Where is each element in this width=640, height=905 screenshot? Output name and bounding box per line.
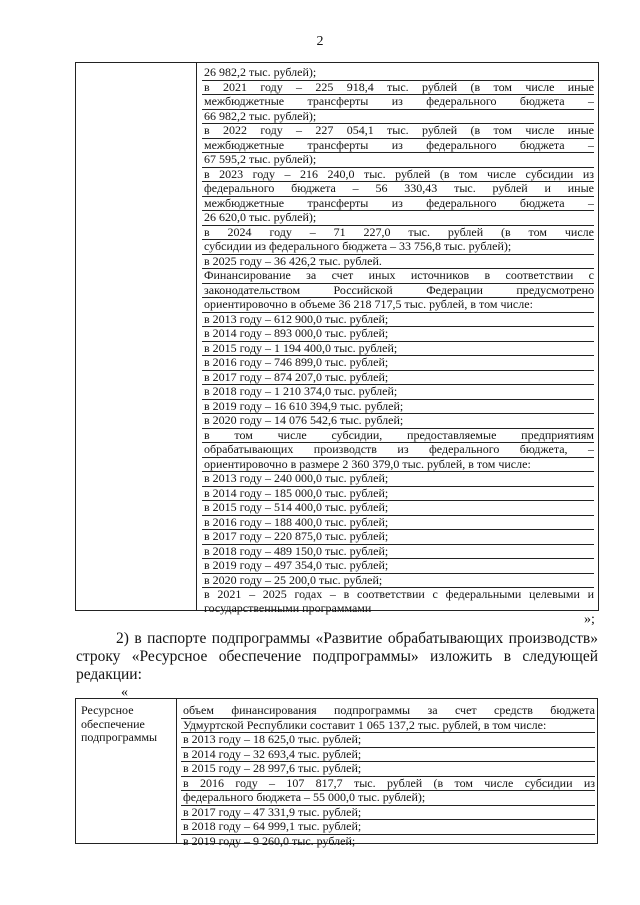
table-row: в 2017 году – 220 875,0 тыс. рублей; (202, 530, 594, 545)
table-row: в 2020 году – 14 076 542,6 тыс. рублей; (202, 414, 594, 429)
table-row: в 2024 году – 71 227,0 тыс. рублей (в том числе (204, 225, 594, 239)
table-row: в 2013 году – 240 000,0 тыс. рублей; (202, 472, 594, 487)
table-row: в 2015 году – 1 194 400,0 тыс. рублей; (202, 342, 594, 357)
table-row: в 2013 году – 18 625,0 тыс. рублей; (181, 733, 595, 748)
table-row: в 2023 году – 216 240,0 тыс. рублей (в том числе субсидии из (204, 167, 594, 181)
table-row: федерального бюджета – 55 000,0 тыс. рублей); (181, 791, 595, 806)
table-row: Удмуртской Республики составит 1 065 137,2 тыс. рублей, в том числе: (181, 719, 595, 734)
table-row: в 2014 году – 893 000,0 тыс. рублей; (202, 327, 594, 342)
amendment-paragraph: 2) в паспорте подпрограммы «Развитие обрабатывающих производств» строку «Ресурсное обеспечение подпрограммы» изложить в следующей редакции: (76, 630, 598, 683)
table-row: в 2016 году – 107 817,7 тыс. рублей (в том числе субсидии из (183, 776, 595, 790)
funding-table-continuation (75, 62, 599, 615)
table-row: межбюджетные трансферты из федерального бюджета – (204, 95, 594, 108)
table-row: в 2015 году – 28 997,6 тыс. рублей; (181, 762, 595, 777)
table-row: федерального бюджета – 56 330,43 тыс. рублей и иные (204, 182, 594, 195)
column-divider (196, 63, 197, 610)
table-row: в 2019 году – 16 610 394,9 тыс. рублей; (202, 400, 594, 415)
funding-cell (202, 66, 594, 615)
table-row: в 2021 – 2025 годах – в соответствии с федеральными целевыми и государственными программами (204, 588, 594, 615)
table-row: в 2018 году – 64 999,1 тыс. рублей; (181, 820, 595, 835)
table-row: 67 595,2 тыс. рублей); (202, 153, 594, 168)
table-row: в 2018 году – 1 210 374,0 тыс. рублей; (202, 385, 594, 400)
opening-quote: « (121, 685, 128, 700)
resource-table (75, 698, 598, 848)
table-row: в 2025 году – 36 426,2 тыс. рублей. (202, 255, 594, 270)
table-row: законодательством Российской Федерации предусмотрено (204, 283, 594, 297)
table-row: 26 620,0 тыс. рублей); (202, 211, 594, 226)
table-row: ориентировочно в объеме 36 218 717,5 тыс. рублей, в том числе: (202, 298, 594, 313)
closing-quote: »; (584, 612, 595, 627)
column-divider (176, 699, 177, 843)
table-row: в 2016 году – 746 899,0 тыс. рублей; (202, 356, 594, 371)
table-row: в 2014 году – 32 693,4 тыс. рублей; (181, 748, 595, 763)
table-row: в 2017 году – 47 331,9 тыс. рублей; (181, 806, 595, 821)
table-row: в 2016 году – 188 400,0 тыс. рублей; (202, 516, 594, 531)
table-row: межбюджетные трансферты из федерального бюджета – (204, 138, 594, 152)
table-row: в 2021 году – 225 918,4 тыс. рублей (в том числе иные (204, 80, 594, 94)
table-row: обрабатывающих производств из федерального бюджета, – (204, 443, 594, 456)
table-row: в том числе субсидии, предоставляемые предприятиям (204, 428, 594, 442)
table-row: в 2014 году – 185 000,0 тыс. рублей; (202, 487, 594, 502)
row-label: Ресурсное обеспечение подпрограммы (81, 703, 158, 744)
table-row: в 2022 году – 227 054,1 тыс. рублей (в том числе иные (204, 124, 594, 137)
table-row: межбюджетные трансферты из федерального бюджета – (204, 196, 594, 210)
table-row: в 2017 году – 874 207,0 тыс. рублей; (202, 371, 594, 386)
funding-cell (181, 704, 595, 848)
table-row: в 2019 году – 497 354,0 тыс. рублей; (202, 559, 594, 574)
table-row: 26 982,2 тыс. рублей); (202, 66, 594, 81)
table-row: в 2015 году – 514 400,0 тыс. рублей; (202, 501, 594, 516)
table-row: в 2013 году – 612 900,0 тыс. рублей; (202, 313, 594, 328)
table-row: Финансирование за счет иных источников в соответствии с (204, 269, 594, 282)
table-row: 66 982,2 тыс. рублей); (202, 110, 594, 125)
table-row: ориентировочно в размере 2 360 379,0 тыс. рублей, в том числе: (202, 458, 594, 473)
table-row: субсидии из федерального бюджета – 33 756,8 тыс. рублей); (202, 240, 594, 255)
table-row: в 2018 году – 489 150,0 тыс. рублей; (202, 545, 594, 560)
table-row: объем финансирования подпрограммы за счет средств бюджета (183, 704, 595, 717)
table-row: в 2020 году – 25 200,0 тыс. рублей; (202, 574, 594, 589)
page-number: 2 (316, 34, 324, 49)
table-row: в 2019 году – 9 260,0 тыс. рублей; (183, 834, 356, 848)
